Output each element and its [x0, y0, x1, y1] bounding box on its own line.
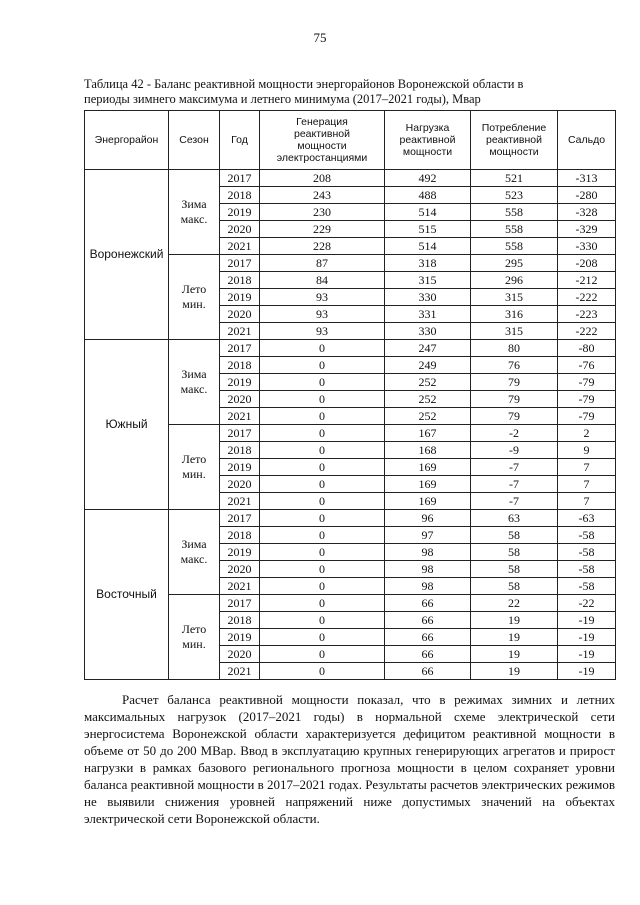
consumption-cell: 558 — [471, 204, 558, 221]
load-cell: 169 — [385, 459, 471, 476]
consumption-cell: 558 — [471, 238, 558, 255]
load-cell: 97 — [385, 527, 471, 544]
load-cell: 514 — [385, 204, 471, 221]
header-year: Год — [220, 111, 260, 170]
generation-cell: 84 — [260, 272, 385, 289]
generation-cell: 0 — [260, 612, 385, 629]
season-cell: Лето мин. — [169, 425, 220, 510]
consumption-cell: 19 — [471, 629, 558, 646]
year-cell: 2018 — [220, 357, 260, 374]
consumption-cell: -9 — [471, 442, 558, 459]
balance-cell: -58 — [558, 544, 616, 561]
year-cell: 2021 — [220, 493, 260, 510]
load-cell: 252 — [385, 374, 471, 391]
consumption-cell: 79 — [471, 408, 558, 425]
load-cell: 330 — [385, 289, 471, 306]
generation-cell: 0 — [260, 374, 385, 391]
header-consumption: Потребление реактивной мощности — [471, 111, 558, 170]
generation-cell: 0 — [260, 646, 385, 663]
year-cell: 2019 — [220, 459, 260, 476]
load-cell: 488 — [385, 187, 471, 204]
generation-cell: 87 — [260, 255, 385, 272]
balance-cell: -79 — [558, 374, 616, 391]
generation-cell: 93 — [260, 306, 385, 323]
year-cell: 2020 — [220, 646, 260, 663]
balance-cell: -223 — [558, 306, 616, 323]
load-cell: 331 — [385, 306, 471, 323]
balance-cell: 2 — [558, 425, 616, 442]
generation-cell: 228 — [260, 238, 385, 255]
balance-cell: 7 — [558, 476, 616, 493]
generation-cell: 0 — [260, 578, 385, 595]
year-cell: 2020 — [220, 476, 260, 493]
page-number: 75 — [313, 30, 327, 45]
consumption-cell: -7 — [471, 493, 558, 510]
year-cell: 2021 — [220, 323, 260, 340]
consumption-cell: 315 — [471, 323, 558, 340]
year-cell: 2017 — [220, 170, 260, 187]
load-cell: 96 — [385, 510, 471, 527]
balance-cell: -63 — [558, 510, 616, 527]
consumption-cell: 63 — [471, 510, 558, 527]
load-cell: 66 — [385, 646, 471, 663]
year-cell: 2020 — [220, 391, 260, 408]
generation-cell: 0 — [260, 357, 385, 374]
year-cell: 2019 — [220, 629, 260, 646]
year-cell: 2018 — [220, 187, 260, 204]
consumption-cell: 80 — [471, 340, 558, 357]
header-balance: Сальдо — [558, 111, 616, 170]
load-cell: 318 — [385, 255, 471, 272]
generation-cell: 229 — [260, 221, 385, 238]
balance-cell: -19 — [558, 663, 616, 680]
generation-cell: 0 — [260, 340, 385, 357]
balance-cell: -58 — [558, 578, 616, 595]
generation-cell: 0 — [260, 561, 385, 578]
region-cell: Восточный — [85, 510, 169, 680]
consumption-cell: 296 — [471, 272, 558, 289]
generation-cell: 0 — [260, 595, 385, 612]
load-cell: 98 — [385, 544, 471, 561]
generation-cell: 0 — [260, 629, 385, 646]
body-paragraph: Расчет баланса реактивной мощности показал, что в режимах зимних и летних максимальных нагрузок (2017–2021 годы) в нормальной схеме электрической сети энергосистема Воронежской области характеризуется дефицитом реактивной мощности в объеме от 50 до 200 МВар. Ввод в эксплуатацию крупных генерирующих агрегатов и прирост нагрузки в рамках базового регионального прогноза мощности в целом сохраняет уровни баланса реактивной мощности в 2017–2021 годах. Результаты расчетов электрических режимов не выявили снижения уровней напряжений ниже допустимых значений на объектах электрической сети Воронежской области. — [84, 692, 615, 826]
consumption-cell: 58 — [471, 561, 558, 578]
year-cell: 2018 — [220, 272, 260, 289]
balance-cell: -79 — [558, 391, 616, 408]
balance-cell: -79 — [558, 408, 616, 425]
header-season: Сезон — [169, 111, 220, 170]
year-cell: 2021 — [220, 663, 260, 680]
consumption-cell: 79 — [471, 374, 558, 391]
generation-cell: 0 — [260, 493, 385, 510]
generation-cell: 0 — [260, 663, 385, 680]
table-header-row — [85, 111, 616, 170]
load-cell: 169 — [385, 476, 471, 493]
load-cell: 98 — [385, 561, 471, 578]
year-cell: 2018 — [220, 527, 260, 544]
generation-cell: 0 — [260, 425, 385, 442]
year-cell: 2018 — [220, 442, 260, 459]
load-cell: 169 — [385, 493, 471, 510]
consumption-cell: -7 — [471, 476, 558, 493]
consumption-cell: 523 — [471, 187, 558, 204]
balance-cell: -208 — [558, 255, 616, 272]
load-cell: 514 — [385, 238, 471, 255]
balance-cell: -19 — [558, 629, 616, 646]
season-cell: Лето мин. — [169, 595, 220, 680]
year-cell: 2017 — [220, 340, 260, 357]
generation-cell: 0 — [260, 408, 385, 425]
load-cell: 66 — [385, 595, 471, 612]
consumption-cell: 58 — [471, 527, 558, 544]
load-cell: 249 — [385, 357, 471, 374]
year-cell: 2017 — [220, 255, 260, 272]
year-cell: 2017 — [220, 510, 260, 527]
consumption-cell: 58 — [471, 578, 558, 595]
table-row — [85, 170, 616, 187]
balance-cell: -76 — [558, 357, 616, 374]
table-row — [85, 340, 616, 357]
balance-cell: -19 — [558, 612, 616, 629]
balance-cell: 7 — [558, 493, 616, 510]
load-cell: 492 — [385, 170, 471, 187]
reactive-power-balance-table — [84, 110, 616, 680]
consumption-cell: 315 — [471, 289, 558, 306]
generation-cell: 0 — [260, 476, 385, 493]
year-cell: 2020 — [220, 221, 260, 238]
balance-cell: -222 — [558, 289, 616, 306]
generation-cell: 0 — [260, 527, 385, 544]
season-cell: Зима макс. — [169, 510, 220, 595]
balance-cell: 9 — [558, 442, 616, 459]
load-cell: 330 — [385, 323, 471, 340]
load-cell: 315 — [385, 272, 471, 289]
balance-cell: -80 — [558, 340, 616, 357]
consumption-cell: 521 — [471, 170, 558, 187]
year-cell: 2021 — [220, 408, 260, 425]
generation-cell: 0 — [260, 544, 385, 561]
region-cell: Южный — [85, 340, 169, 510]
balance-cell: -58 — [558, 561, 616, 578]
header-region: Энергорайон — [85, 111, 169, 170]
load-cell: 252 — [385, 408, 471, 425]
region-cell: Воронежский — [85, 170, 169, 340]
balance-cell: -212 — [558, 272, 616, 289]
load-cell: 66 — [385, 612, 471, 629]
generation-cell: 0 — [260, 442, 385, 459]
consumption-cell: 58 — [471, 544, 558, 561]
consumption-cell: 22 — [471, 595, 558, 612]
consumption-cell: 295 — [471, 255, 558, 272]
consumption-cell: 19 — [471, 663, 558, 680]
year-cell: 2017 — [220, 425, 260, 442]
year-cell: 2019 — [220, 544, 260, 561]
year-cell: 2019 — [220, 204, 260, 221]
balance-cell: 7 — [558, 459, 616, 476]
generation-cell: 0 — [260, 510, 385, 527]
balance-cell: -58 — [558, 527, 616, 544]
generation-cell: 93 — [260, 323, 385, 340]
balance-cell: -222 — [558, 323, 616, 340]
balance-cell: -328 — [558, 204, 616, 221]
load-cell: 167 — [385, 425, 471, 442]
consumption-cell: -2 — [471, 425, 558, 442]
consumption-cell: 316 — [471, 306, 558, 323]
season-cell: Зима макс. — [169, 170, 220, 255]
balance-cell: -329 — [558, 221, 616, 238]
generation-cell: 208 — [260, 170, 385, 187]
consumption-cell: 558 — [471, 221, 558, 238]
load-cell: 168 — [385, 442, 471, 459]
consumption-cell: 19 — [471, 646, 558, 663]
balance-cell: -22 — [558, 595, 616, 612]
year-cell: 2019 — [220, 289, 260, 306]
generation-cell: 93 — [260, 289, 385, 306]
year-cell: 2021 — [220, 238, 260, 255]
balance-cell: -280 — [558, 187, 616, 204]
consumption-cell: 19 — [471, 612, 558, 629]
consumption-cell: -7 — [471, 459, 558, 476]
season-cell: Зима макс. — [169, 340, 220, 425]
year-cell: 2020 — [220, 306, 260, 323]
header-load: Нагрузка реактивной мощности — [385, 111, 471, 170]
balance-cell: -19 — [558, 646, 616, 663]
header-generation: Генерация реактивной мощности электростанциями — [260, 111, 385, 170]
load-cell: 98 — [385, 578, 471, 595]
load-cell: 66 — [385, 663, 471, 680]
consumption-cell: 76 — [471, 357, 558, 374]
table-row — [85, 510, 616, 527]
balance-cell: -330 — [558, 238, 616, 255]
season-cell: Лето мин. — [169, 255, 220, 340]
year-cell: 2021 — [220, 578, 260, 595]
consumption-cell: 79 — [471, 391, 558, 408]
table-caption: Таблица 42 - Баланс реактивной мощности энергорайонов Воронежской области в периоды зимнего максимума и летнего минимума (2017–2021 годы), Мвар — [84, 77, 524, 106]
load-cell: 515 — [385, 221, 471, 238]
load-cell: 247 — [385, 340, 471, 357]
generation-cell: 243 — [260, 187, 385, 204]
year-cell: 2018 — [220, 612, 260, 629]
generation-cell: 0 — [260, 391, 385, 408]
year-cell: 2020 — [220, 561, 260, 578]
year-cell: 2019 — [220, 374, 260, 391]
load-cell: 66 — [385, 629, 471, 646]
generation-cell: 230 — [260, 204, 385, 221]
load-cell: 252 — [385, 391, 471, 408]
year-cell: 2017 — [220, 595, 260, 612]
balance-cell: -313 — [558, 170, 616, 187]
generation-cell: 0 — [260, 459, 385, 476]
